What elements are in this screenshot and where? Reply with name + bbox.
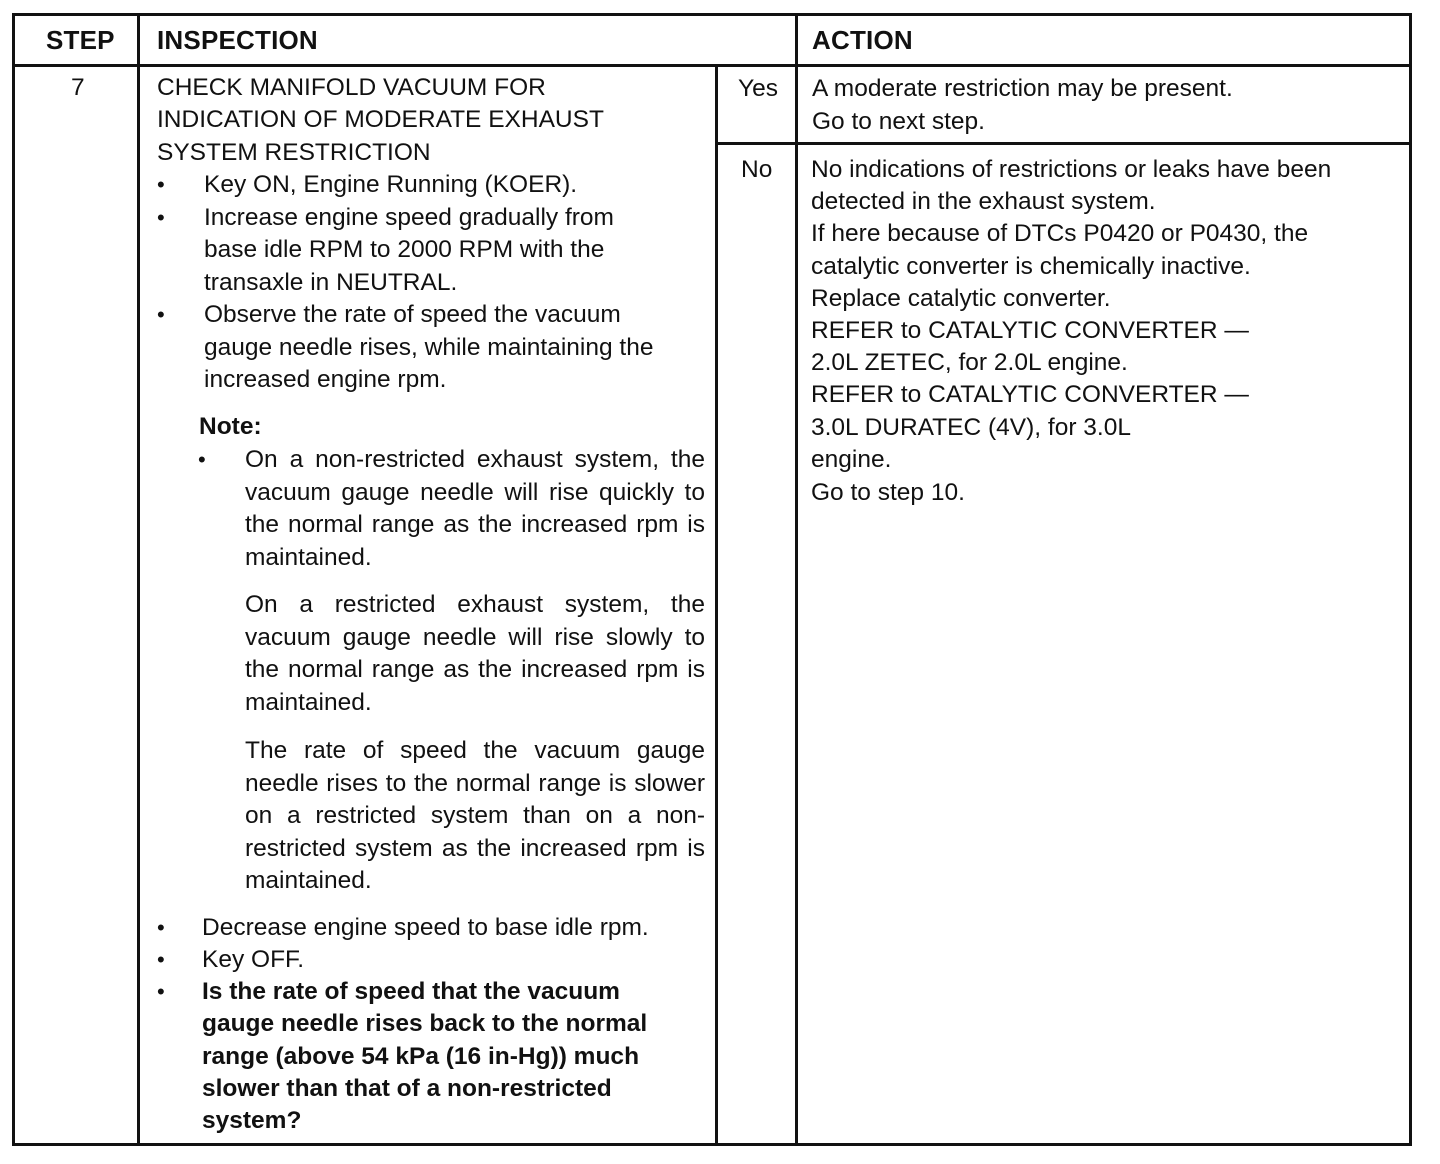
no-action-line: 2.0L ZETEC, for 2.0L engine. (811, 349, 1128, 376)
inspection-step-line: Key OFF. (202, 946, 305, 973)
inspection-step-line: Decrease engine speed to base idle rpm. (202, 914, 649, 941)
inspection-title-line: INDICATION OF MODERATE EXHAUST (157, 106, 604, 133)
divider-header-row (12, 64, 1412, 67)
inspection-step-line: Key ON, Engine Running (KOER). (204, 171, 578, 198)
question-line: Is the rate of speed that the vacuum (202, 978, 620, 1005)
no-label: No (741, 156, 773, 183)
header-action: ACTION (812, 25, 913, 55)
no-action-line: Replace catalytic converter. (811, 285, 1111, 312)
header-inspection: INSPECTION (157, 25, 318, 55)
note-paragraph: On a non-restricted exhaust system, the vacuum gauge needle will rise quickly to the normal range as the increased rpm is maintained. (245, 446, 705, 571)
no-action-line: If here because of DTCs P0420 or P0430, the (811, 220, 1309, 247)
no-action-line: REFER to CATALYTIC CONVERTER — (811, 317, 1249, 344)
inspection-step-line: gauge needle rises, while maintaining the (204, 334, 654, 361)
header-step: STEP (46, 25, 115, 55)
question-line: slower than that of a non-restricted (202, 1075, 612, 1102)
bullet-icon: • (157, 302, 165, 327)
yes-action-line: A moderate restriction may be present. (812, 75, 1233, 102)
question-line: gauge needle rises back to the normal (202, 1010, 648, 1037)
inspection-step-line: increased engine rpm. (204, 366, 447, 393)
question-line: system? (202, 1107, 302, 1134)
inspection-step-line: Increase engine speed gradually from (204, 204, 614, 231)
inspection-step-line: Observe the rate of speed the vacuum (204, 301, 621, 328)
no-action-line: catalytic converter is chemically inactive. (811, 253, 1251, 280)
bullet-icon: • (157, 979, 165, 1004)
yes-action-line: Go to next step. (812, 108, 985, 135)
no-action-line: No indications of restrictions or leaks have been (811, 156, 1332, 183)
note-paragraph: The rate of speed the vacuum gauge needle rises to the normal range is slower on a restricted system than on a non-restricted system as the increased rpm is maintained. (245, 737, 705, 894)
note-label: Note: (199, 413, 262, 440)
step-number: 7 (71, 74, 85, 101)
no-action-line: detected in the exhaust system. (811, 188, 1156, 215)
bullet-icon: • (157, 947, 165, 972)
bullet-icon: • (157, 205, 165, 230)
yes-label: Yes (738, 75, 778, 102)
divider-step-column (137, 13, 140, 1146)
divider-yes-no-row (715, 142, 1412, 145)
no-action-line: REFER to CATALYTIC CONVERTER — (811, 381, 1249, 408)
bullet-icon: • (157, 915, 165, 940)
divider-action-column (795, 13, 798, 1146)
no-action-line: 3.0L DURATEC (4V), for 3.0L (811, 414, 1131, 441)
divider-answer-column (715, 65, 718, 1146)
note-paragraph: On a restricted exhaust system, the vacuum gauge needle will rise slowly to the normal range as the increased rpm is maintained. (245, 591, 705, 716)
no-action-line: engine. (811, 446, 892, 473)
inspection-step-line: transaxle in NEUTRAL. (204, 269, 458, 296)
no-action-line: Go to step 10. (811, 479, 965, 506)
bullet-icon: • (198, 447, 206, 472)
inspection-title-line: CHECK MANIFOLD VACUUM FOR (157, 74, 546, 101)
inspection-step-line: base idle RPM to 2000 RPM with the (204, 236, 605, 263)
bullet-icon: • (157, 172, 165, 197)
inspection-title-line: SYSTEM RESTRICTION (157, 139, 431, 166)
question-line: range (above 54 kPa (16 in-Hg)) much (202, 1043, 640, 1070)
